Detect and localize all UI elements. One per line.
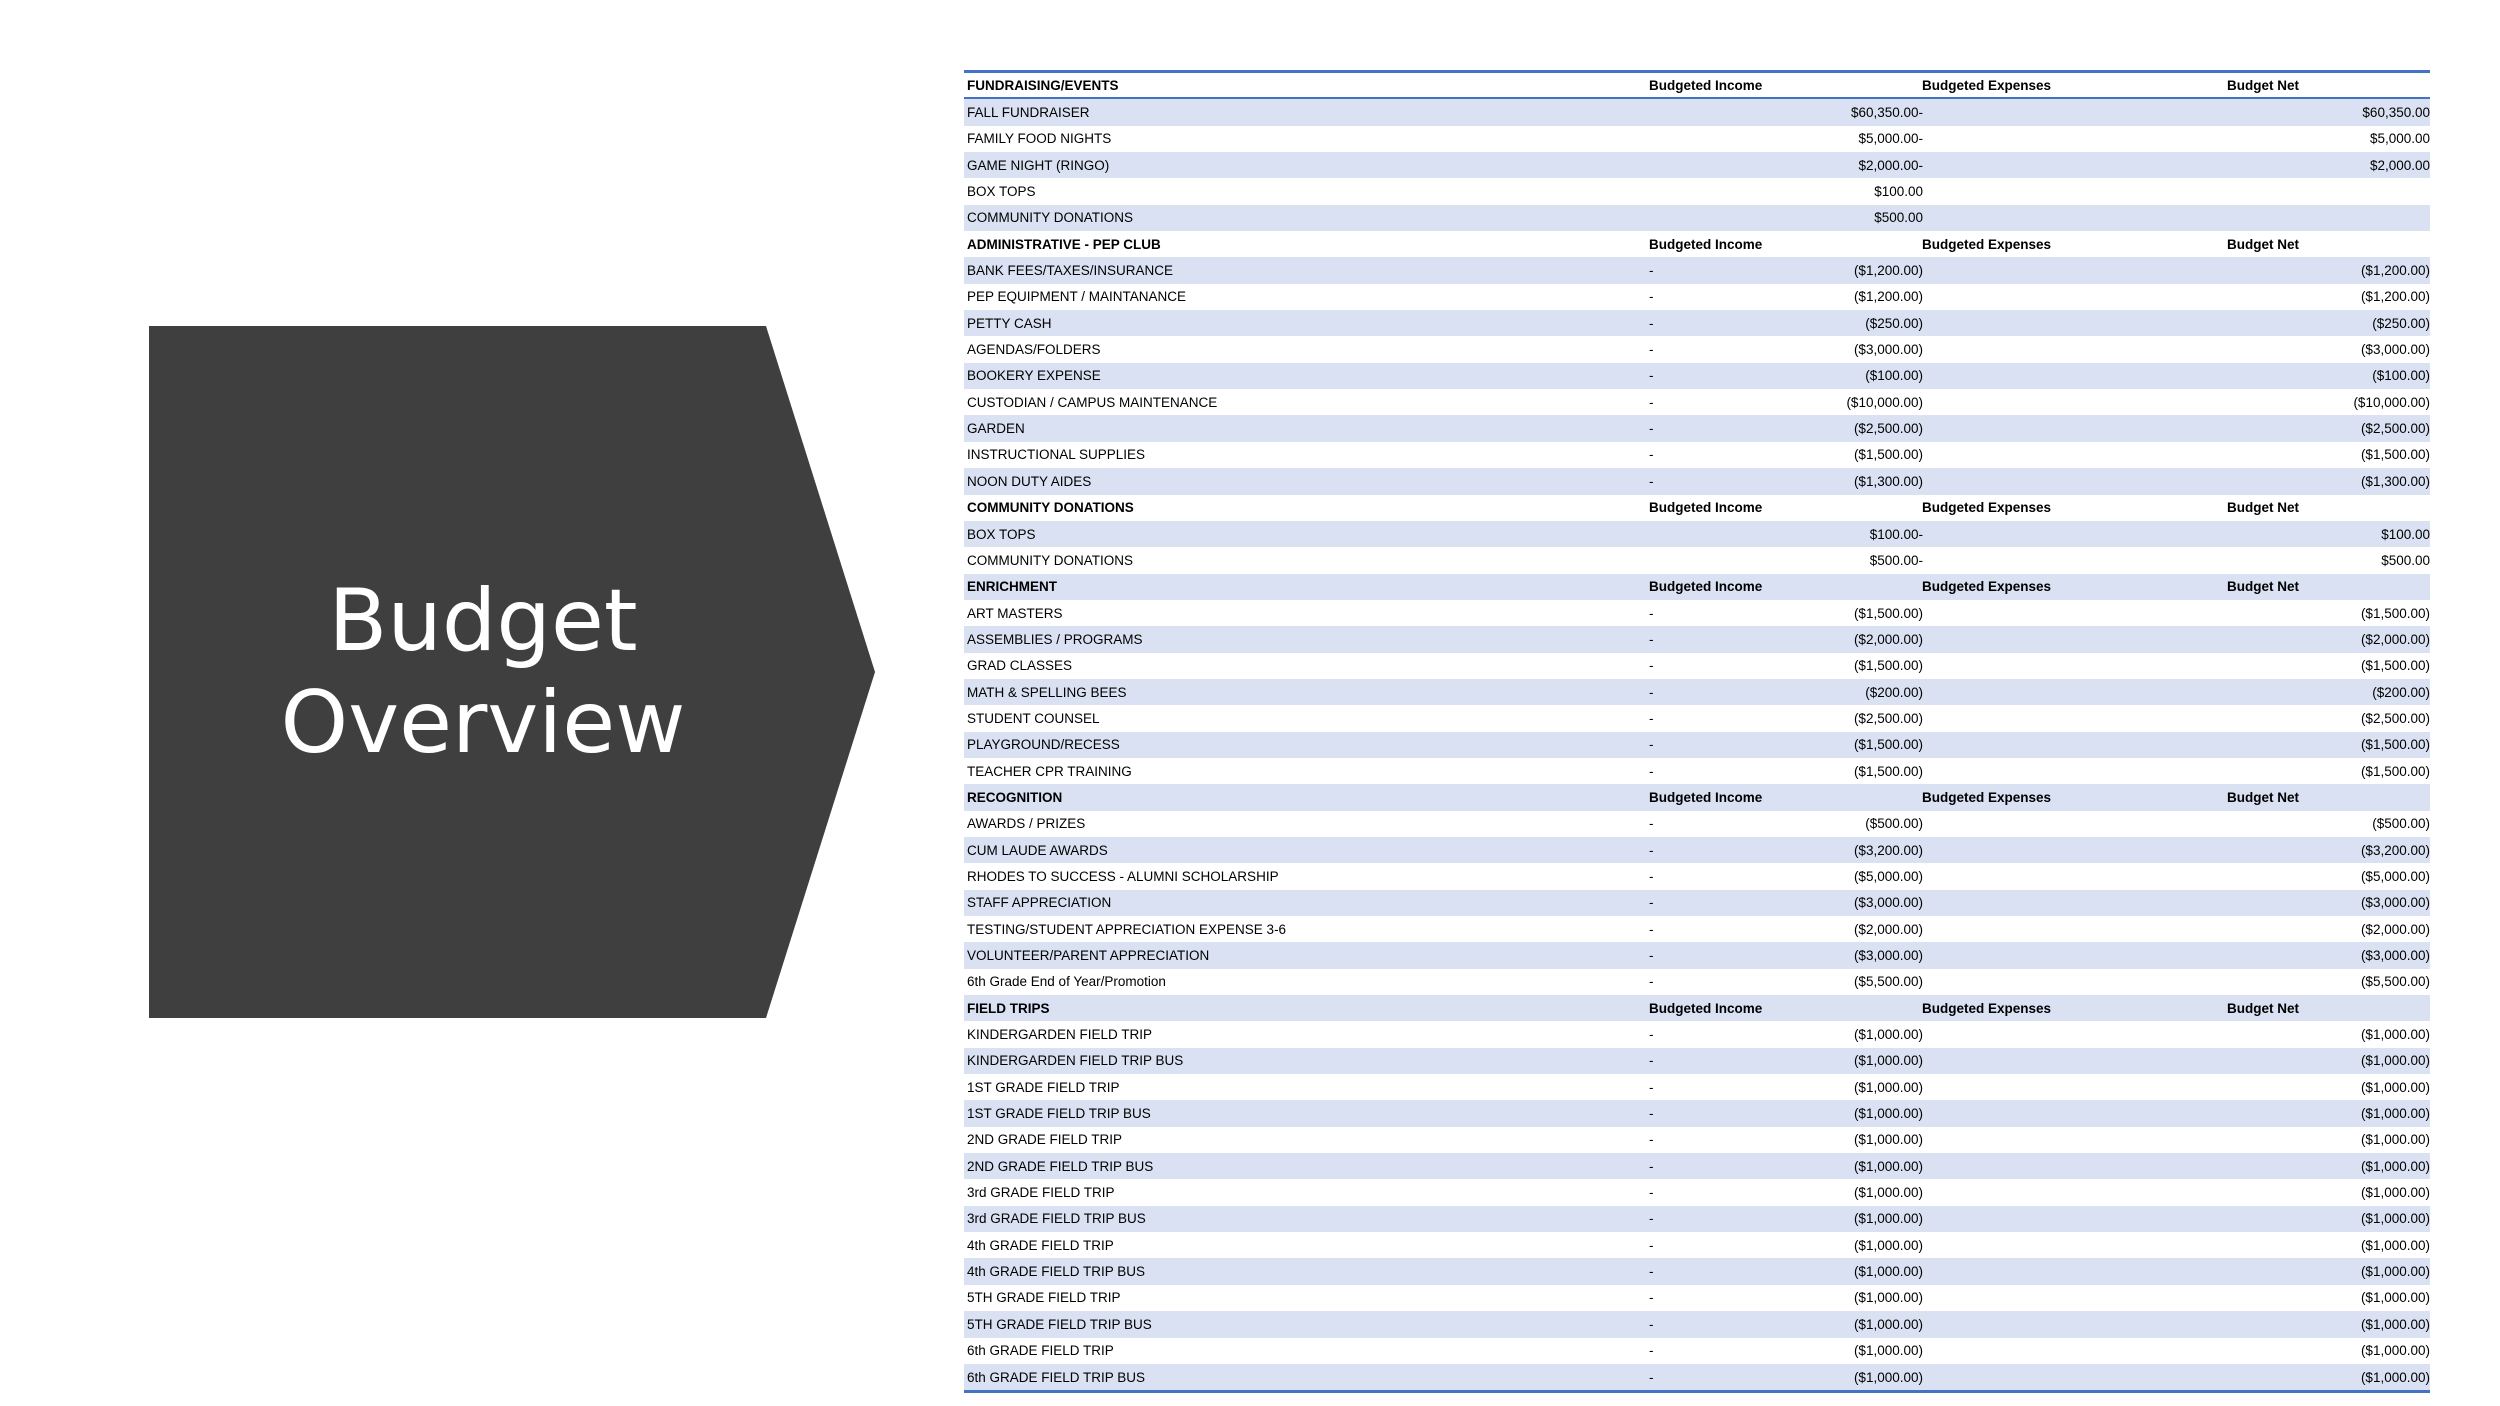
cell-budget-net: ($3,200.00) [2360, 842, 2430, 858]
table-row [964, 942, 2430, 968]
cell-budget-net: $5,000.00 [2369, 131, 2430, 147]
cell-budgeted-expenses: ($1,000.00) [1853, 1369, 1923, 1385]
cell-budgeted-income: - [1649, 315, 1654, 331]
cell-budgeted-expenses: ($1,000.00) [1853, 1185, 1923, 1201]
row-label: 6th GRADE FIELD TRIP BUS [967, 1369, 1146, 1385]
cell-budget-net: ($1,000.00) [2360, 1343, 2430, 1359]
cell-budgeted-expenses: $100.00 [1874, 184, 1923, 200]
cell-budgeted-expenses: ($100.00) [1865, 368, 1923, 384]
cell-budget-net: $500.00 [2381, 552, 2430, 568]
row-label: 3rd GRADE FIELD TRIP BUS [967, 1211, 1146, 1227]
table-row [964, 310, 2430, 336]
cell-budget-net: ($1,300.00) [2360, 473, 2430, 489]
cell-budget-net: ($2,500.00) [2360, 421, 2430, 437]
table-row [964, 1311, 2430, 1337]
header-budgeted-expenses: Budgeted Expenses [1922, 579, 2052, 595]
table-row [964, 1153, 2430, 1179]
header-budget-net: Budget Net [2227, 579, 2299, 595]
cell-budgeted-income: - [1649, 1027, 1654, 1043]
cell-budgeted-expenses: ($1,200.00) [1853, 289, 1923, 305]
table-row [964, 705, 2430, 731]
cell-budget-net: ($1,500.00) [2360, 737, 2430, 753]
cell-budget-net: ($1,000.00) [2360, 1053, 2430, 1069]
cell-budgeted-income: - [1649, 631, 1654, 647]
row-label: MATH & SPELLING BEES [967, 684, 1127, 700]
table-row [964, 257, 2430, 283]
section-header-row [964, 995, 2430, 1021]
cell-budget-net: ($1,000.00) [2360, 1185, 2430, 1201]
table-row [964, 178, 2430, 204]
cell-budget-net: ($5,500.00) [2360, 974, 2430, 990]
cell-budgeted-income: - [1649, 1343, 1654, 1359]
table-row [964, 1048, 2430, 1074]
cell-budgeted-expenses: ($3,000.00) [1853, 895, 1923, 911]
cell-budgeted-expenses: ($1,000.00) [1853, 1237, 1923, 1253]
row-label: RHODES TO SUCCESS - ALUMNI SCHOLARSHIP [967, 868, 1279, 884]
cell-budgeted-expenses: ($3,000.00) [1853, 948, 1923, 964]
table-row [964, 284, 2430, 310]
cell-budget-net: ($200.00) [2372, 684, 2430, 700]
row-label: KINDERGARDEN FIELD TRIP BUS [967, 1053, 1184, 1069]
cell-budgeted-income: - [1649, 895, 1654, 911]
table-row [964, 653, 2430, 679]
cell-budget-net: ($1,000.00) [2360, 1290, 2430, 1306]
table-row [964, 547, 2430, 573]
row-label: INSTRUCTIONAL SUPPLIES [967, 447, 1146, 463]
section-header-row [964, 231, 2430, 257]
row-label: PEP EQUIPMENT / MAINTANANCE [967, 289, 1187, 305]
cell-budget-net: ($1,000.00) [2360, 1132, 2430, 1148]
row-label: COMMUNITY DONATIONS [967, 210, 1134, 226]
cell-budgeted-expenses: ($10,000.00) [1846, 394, 1923, 410]
header-budgeted-expenses: Budgeted Expenses [1922, 789, 2052, 805]
header-budgeted-expenses: Budgeted Expenses [1922, 77, 2052, 93]
cell-budget-net: ($1,200.00) [2360, 289, 2430, 305]
table-row [964, 916, 2430, 942]
table-row [964, 1074, 2430, 1100]
header-budget-net: Budget Net [2227, 789, 2299, 805]
table-row [964, 837, 2430, 863]
header-budgeted-income: Budgeted Income [1649, 1000, 1763, 1016]
row-label: 3rd GRADE FIELD TRIP [967, 1185, 1115, 1201]
section-title: ENRICHMENT [967, 579, 1057, 595]
row-label: COMMUNITY DONATIONS [967, 552, 1134, 568]
table-row [964, 521, 2430, 547]
table-row [964, 1285, 2430, 1311]
cell-budgeted-expenses: ($1,000.00) [1853, 1053, 1923, 1069]
budget-table [964, 70, 2430, 1393]
row-label: TESTING/STUDENT APPRECIATION EXPENSE 3-6 [967, 921, 1287, 937]
header-budgeted-income: Budgeted Income [1649, 579, 1763, 595]
section-header-row [964, 574, 2430, 600]
row-label: ART MASTERS [967, 605, 1063, 621]
table-row [964, 1364, 2430, 1390]
cell-budgeted-income: - [1649, 421, 1654, 437]
cell-budgeted-expenses: ($5,000.00) [1853, 868, 1923, 884]
table-row [964, 969, 2430, 995]
row-label: 5TH GRADE FIELD TRIP [967, 1290, 1121, 1306]
row-label: 1ST GRADE FIELD TRIP [967, 1079, 1120, 1095]
row-label: 2ND GRADE FIELD TRIP BUS [967, 1158, 1154, 1174]
cell-budgeted-expenses: $5,000.00- [1858, 131, 1923, 147]
cell-budgeted-expenses: ($1,000.00) [1853, 1106, 1923, 1122]
table-row [964, 626, 2430, 652]
cell-budgeted-income: - [1649, 1290, 1654, 1306]
cell-budgeted-expenses: ($1,000.00) [1853, 1027, 1923, 1043]
table-row [964, 600, 2430, 626]
row-label: FALL FUNDRAISER [967, 105, 1090, 121]
cell-budgeted-expenses: $500.00- [1869, 552, 1923, 568]
table-row [964, 1127, 2430, 1153]
cell-budget-net: ($1,000.00) [2360, 1027, 2430, 1043]
cell-budget-net: ($1,500.00) [2360, 658, 2430, 674]
table-row [964, 1100, 2430, 1126]
row-label: TEACHER CPR TRAINING [967, 763, 1132, 779]
cell-budgeted-expenses: ($1,200.00) [1853, 263, 1923, 279]
row-label: 2ND GRADE FIELD TRIP [967, 1132, 1123, 1148]
cell-budgeted-expenses: ($1,300.00) [1853, 473, 1923, 489]
row-label: 5TH GRADE FIELD TRIP BUS [967, 1316, 1152, 1332]
table-row [964, 1338, 2430, 1364]
cell-budget-net: ($500.00) [2372, 816, 2430, 832]
cell-budgeted-expenses: ($2,500.00) [1853, 421, 1923, 437]
table-row [964, 415, 2430, 441]
cell-budgeted-income: - [1649, 1264, 1654, 1280]
cell-budgeted-income: - [1649, 684, 1654, 700]
row-label: 6th GRADE FIELD TRIP [967, 1343, 1114, 1359]
table-row [964, 732, 2430, 758]
table-row [964, 126, 2430, 152]
cell-budgeted-expenses: ($1,500.00) [1853, 447, 1923, 463]
row-label: KINDERGARDEN FIELD TRIP [967, 1027, 1153, 1043]
cell-budgeted-income: - [1649, 605, 1654, 621]
row-label: 1ST GRADE FIELD TRIP BUS [967, 1106, 1151, 1122]
table-row [964, 363, 2430, 389]
cell-budgeted-expenses: ($3,200.00) [1853, 842, 1923, 858]
cell-budgeted-income: - [1649, 447, 1654, 463]
header-budgeted-income: Budgeted Income [1649, 500, 1763, 516]
table-row [964, 389, 2430, 415]
cell-budgeted-income: - [1649, 1132, 1654, 1148]
table-row [964, 890, 2430, 916]
table-row [964, 1021, 2430, 1047]
header-budget-net: Budget Net [2227, 500, 2299, 516]
table-row [964, 811, 2430, 837]
header-budgeted-income: Budgeted Income [1649, 789, 1763, 805]
cell-budgeted-expenses: ($2,500.00) [1853, 710, 1923, 726]
cell-budget-net: ($1,000.00) [2360, 1079, 2430, 1095]
cell-budgeted-income: - [1649, 1369, 1654, 1385]
cell-budgeted-income: - [1649, 1211, 1654, 1227]
table-row [964, 336, 2430, 362]
slide-title: Budget Overview [280, 571, 686, 773]
table-row [964, 152, 2430, 178]
table-row [964, 679, 2430, 705]
cell-budgeted-expenses: ($1,500.00) [1853, 763, 1923, 779]
cell-budgeted-expenses: ($1,000.00) [1853, 1264, 1923, 1280]
cell-budgeted-expenses: ($1,500.00) [1853, 658, 1923, 674]
cell-budgeted-expenses: ($1,000.00) [1853, 1079, 1923, 1095]
cell-budgeted-income: - [1649, 842, 1654, 858]
cell-budgeted-expenses: ($2,000.00) [1853, 921, 1923, 937]
cell-budgeted-expenses: ($1,500.00) [1853, 737, 1923, 753]
cell-budgeted-expenses: ($1,000.00) [1853, 1343, 1923, 1359]
section-header-row [964, 495, 2430, 521]
row-label: GARDEN [967, 421, 1025, 437]
table-row [964, 442, 2430, 468]
row-label: GRAD CLASSES [967, 658, 1073, 674]
cell-budgeted-income: - [1649, 263, 1654, 279]
cell-budget-net: ($1,000.00) [2360, 1264, 2430, 1280]
cell-budgeted-income: - [1649, 473, 1654, 489]
cell-budgeted-income: - [1649, 868, 1654, 884]
row-label: CUSTODIAN / CAMPUS MAINTENANCE [967, 394, 1218, 410]
table-row [964, 863, 2430, 889]
cell-budgeted-income: - [1649, 394, 1654, 410]
cell-budget-net: $2,000.00 [2369, 157, 2430, 173]
cell-budget-net: ($3,000.00) [2360, 948, 2430, 964]
table-row [964, 1179, 2430, 1205]
cell-budgeted-income: - [1649, 368, 1654, 384]
table-row [964, 1258, 2430, 1284]
cell-budgeted-expenses: ($1,000.00) [1853, 1211, 1923, 1227]
header-budgeted-income: Budgeted Income [1649, 236, 1763, 252]
section-title: FIELD TRIPS [967, 1000, 1050, 1016]
cell-budget-net: ($1,200.00) [2360, 263, 2430, 279]
table-row [964, 99, 2430, 125]
row-label: GAME NIGHT (RINGO) [967, 157, 1110, 173]
row-label: AGENDAS/FOLDERS [967, 342, 1101, 358]
cell-budgeted-income: - [1649, 658, 1654, 674]
cell-budgeted-expenses: ($1,500.00) [1853, 605, 1923, 621]
section-title: FUNDRAISING/EVENTS [967, 77, 1119, 93]
cell-budgeted-expenses: ($5,500.00) [1853, 974, 1923, 990]
cell-budgeted-expenses: ($200.00) [1865, 684, 1923, 700]
row-label: PLAYGROUND/RECESS [967, 737, 1120, 753]
row-label: BOX TOPS [967, 184, 1036, 200]
cell-budgeted-expenses: ($3,000.00) [1853, 342, 1923, 358]
cell-budgeted-income: - [1649, 1316, 1654, 1332]
cell-budget-net: ($100.00) [2372, 368, 2430, 384]
cell-budget-net: $100.00 [2381, 526, 2430, 542]
cell-budgeted-expenses: ($500.00) [1865, 816, 1923, 832]
cell-budget-net: ($1,000.00) [2360, 1158, 2430, 1174]
cell-budgeted-expenses: ($1,000.00) [1853, 1316, 1923, 1332]
header-budgeted-expenses: Budgeted Expenses [1922, 500, 2052, 516]
cell-budget-net: ($1,500.00) [2360, 605, 2430, 621]
cell-budget-net: ($5,000.00) [2360, 868, 2430, 884]
table-row [964, 1232, 2430, 1258]
section-title: COMMUNITY DONATIONS [967, 500, 1134, 516]
table-row [964, 205, 2430, 231]
cell-budgeted-income: - [1649, 289, 1654, 305]
cell-budgeted-income: - [1649, 1185, 1654, 1201]
section-header-row [964, 784, 2430, 810]
header-budget-net: Budget Net [2227, 236, 2299, 252]
cell-budget-net: ($2,500.00) [2360, 710, 2430, 726]
section-title: ADMINISTRATIVE - PEP CLUB [967, 236, 1161, 252]
cell-budget-net: ($3,000.00) [2360, 895, 2430, 911]
cell-budgeted-income: - [1649, 1158, 1654, 1174]
cell-budgeted-expenses: $2,000.00- [1858, 157, 1923, 173]
section-title: RECOGNITION [967, 789, 1063, 805]
cell-budgeted-income: - [1649, 974, 1654, 990]
cell-budget-net: ($1,500.00) [2360, 763, 2430, 779]
cell-budgeted-income: - [1649, 1237, 1654, 1253]
header-budget-net: Budget Net [2227, 1000, 2299, 1016]
cell-budgeted-income: - [1649, 948, 1654, 964]
cell-budget-net: ($2,000.00) [2360, 921, 2430, 937]
cell-budget-net: ($3,000.00) [2360, 342, 2430, 358]
cell-budgeted-income: - [1649, 737, 1654, 753]
cell-budget-net: ($10,000.00) [2353, 394, 2430, 410]
cell-budgeted-income: - [1649, 1079, 1654, 1095]
row-label: BOOKERY EXPENSE [967, 368, 1101, 384]
cell-budget-net: ($1,000.00) [2360, 1106, 2430, 1122]
cell-budgeted-income: - [1649, 816, 1654, 832]
cell-budget-net: ($1,000.00) [2360, 1369, 2430, 1385]
cell-budget-net: ($250.00) [2372, 315, 2430, 331]
cell-budget-net: ($1,000.00) [2360, 1237, 2430, 1253]
cell-budget-net: $60,350.00 [2362, 105, 2430, 121]
row-label: FAMILY FOOD NIGHTS [967, 131, 1112, 147]
cell-budget-net: ($1,000.00) [2360, 1211, 2430, 1227]
cell-budgeted-expenses: ($1,000.00) [1853, 1132, 1923, 1148]
cell-budgeted-expenses: $100.00- [1869, 526, 1923, 542]
row-label: 4th GRADE FIELD TRIP BUS [967, 1264, 1146, 1280]
cell-budgeted-expenses: ($1,000.00) [1853, 1290, 1923, 1306]
header-budgeted-expenses: Budgeted Expenses [1922, 236, 2052, 252]
cell-budgeted-expenses: ($1,000.00) [1853, 1158, 1923, 1174]
header-budget-net: Budget Net [2227, 77, 2299, 93]
cell-budgeted-income: - [1649, 1053, 1654, 1069]
cell-budgeted-income: - [1649, 921, 1654, 937]
table-row [964, 468, 2430, 494]
cell-budgeted-income: - [1649, 710, 1654, 726]
header-budgeted-income: Budgeted Income [1649, 77, 1763, 93]
cell-budgeted-income: - [1649, 763, 1654, 779]
cell-budgeted-expenses: ($250.00) [1865, 315, 1923, 331]
row-label: BANK FEES/TAXES/INSURANCE [967, 263, 1174, 279]
row-label: AWARDS / PRIZES [967, 816, 1086, 832]
cell-budgeted-expenses: $60,350.00- [1850, 105, 1923, 121]
cell-budget-net: ($1,000.00) [2360, 1316, 2430, 1332]
header-budgeted-expenses: Budgeted Expenses [1922, 1000, 2052, 1016]
row-label: BOX TOPS [967, 526, 1036, 542]
table-row [964, 1206, 2430, 1232]
row-label: 6th Grade End of Year/Promotion [967, 974, 1166, 990]
row-label: STUDENT COUNSEL [967, 710, 1100, 726]
row-label: CUM LAUDE AWARDS [967, 842, 1108, 858]
section-header-row [964, 73, 2430, 99]
cell-budget-net: ($2,000.00) [2360, 631, 2430, 647]
row-label: NOON DUTY AIDES [967, 473, 1092, 489]
cell-budgeted-expenses: ($2,000.00) [1853, 631, 1923, 647]
row-label: ASSEMBLIES / PROGRAMS [967, 631, 1143, 647]
cell-budgeted-income: - [1649, 1106, 1654, 1122]
cell-budget-net: ($1,500.00) [2360, 447, 2430, 463]
row-label: PETTY CASH [967, 315, 1052, 331]
row-label: VOLUNTEER/PARENT APPRECIATION [967, 948, 1210, 964]
row-label: STAFF APPRECIATION [967, 895, 1112, 911]
cell-budgeted-income: - [1649, 342, 1654, 358]
row-label: 4th GRADE FIELD TRIP [967, 1237, 1114, 1253]
table-row [964, 758, 2430, 784]
cell-budgeted-expenses: $500.00 [1874, 210, 1923, 226]
